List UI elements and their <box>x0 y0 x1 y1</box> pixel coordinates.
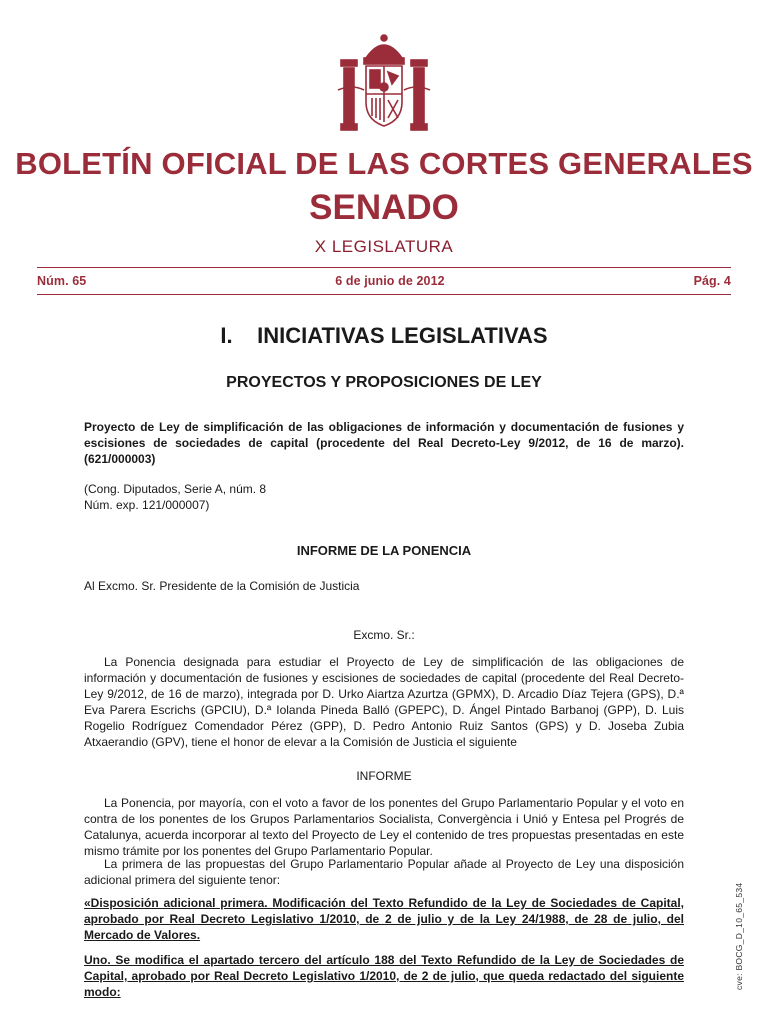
salutation: Excmo. Sr.: <box>353 628 415 642</box>
article-one-heading: Uno. Se modifica el apartado tercero del artículo 188 del Texto Refundido de la Ley de Sociedades de Capital, aprobado por Real Decreto Legislativo 1/2010, de 2 de julio, que queda redactado del siguiente modo: <box>84 953 684 999</box>
reference-line: (Cong. Diputados, Serie A, núm. 8 <box>84 482 267 496</box>
issue-info-bar <box>37 274 731 288</box>
report-paragraph: La Ponencia, por mayoría, con el voto a favor de los ponentes del Grupo Parlamentario Popular y el voto en contra de los ponentes de los Grupos Parlamentarios Socialista, Convergència i Unió y Entesa pel Progrés de Catalunya, acuerda incorporar al texto del Proyecto de Ley el contenido de tres propuestas presentadas en este mismo trámite por los ponentes del Grupo Parlamentario Popular. <box>84 796 684 858</box>
project-reference <box>84 481 684 513</box>
header-rule-bottom <box>37 294 731 295</box>
ponencia-text: La Ponencia designada para estudiar el Proyecto de Ley de simplificación de las obligaciones de información y documentación de fusiones y escisiones de sociedades de capital (procedente del Real Decreto-Ley 9/2012, de 16 de marzo), integrada por D. Urko Aiartza Azurtza (GPMX), D. Arcadio Díaz Tejera (GPS), D.ª Eva Parera Escrichs (GPCIU), D.ª Iolanda Pineda Balló (GPEPC), D. Ángel Pintado Barbanoj (GPP), D. Luis Rogelio Rodríguez Comendador Pérez (GPP), D. Pedro Antonio Ruiz Santos (GPS) y D. Joseba Zubia Atxaerandio (GPV) <box>84 655 684 749</box>
page-number: Pág. 4 <box>693 274 731 288</box>
project-title: Proyecto de Ley de simplificación de las obligaciones de información y documentación de fusiones y escisiones de sociedades de capital (procedente del Real Decreto-Ley 9/2012, de 16 de marzo). (621/000003) <box>84 420 684 466</box>
header-rule-top <box>37 267 731 268</box>
cve-code: cve: BOCG_D_10_65_534 <box>734 882 744 990</box>
report-paragraph: La primera de las propuestas del Grupo Parlamentario Popular añade al Proyecto de Ley una disposición adicional primera del siguiente tenor: <box>84 857 684 887</box>
addressee: Al Excmo. Sr. Presidente de la Comisión de Justicia <box>84 579 360 593</box>
section-subtitle: PROYECTOS Y PROPOSICIONES DE LEY <box>226 374 542 391</box>
disposition-heading: «Disposición adicional primera. Modificación del Texto Refundido de la Ley de Sociedades de Capital, aprobado por Real Decreto Legislativo 1/2010, de 2 de julio y de la Ley 24/1988, de 28 de julio, del Mercado de Valores. <box>84 896 684 942</box>
issue-number: Núm. 65 <box>37 274 87 288</box>
ponencia-tail: , tiene el honor de elevar a la Comisión de Justicia el siguiente <box>184 735 517 749</box>
reference-line: Núm. exp. 121/000007) <box>84 498 210 512</box>
ponencia-paragraph <box>84 654 684 750</box>
chamber-title: SENADO <box>309 188 459 227</box>
report-heading: INFORME DE LA PONENCIA <box>296 543 472 558</box>
informe-label: INFORME <box>356 769 412 783</box>
issue-date: 6 de junio de 2012 <box>335 274 445 288</box>
legislature-label: X LEGISLATURA <box>314 237 454 256</box>
coat-of-arms-icon <box>336 32 432 136</box>
bulletin-title: BOLETÍN OFICIAL DE LAS CORTES GENERALES <box>15 146 753 181</box>
section-title: I. INICIATIVAS LEGISLATIVAS <box>220 323 548 348</box>
